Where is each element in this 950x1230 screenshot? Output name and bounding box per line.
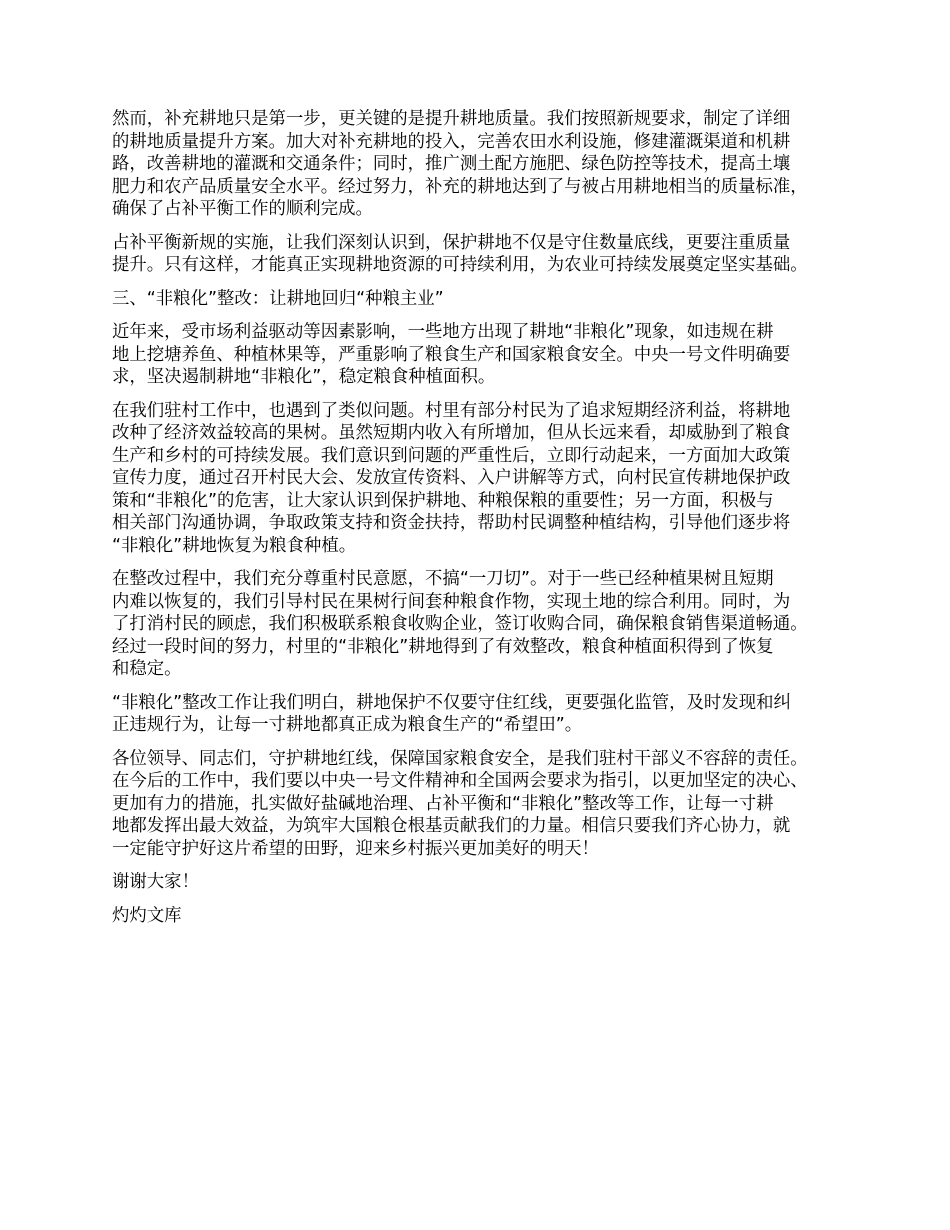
text-line: 改种了经济效益较高的果树。虽然短期内收入有所增加，但从长远来看，却威胁到了粮食 [112, 423, 791, 443]
paragraph-village-problem [112, 400, 862, 558]
text-line: 策和“非粮化”的危害，让大家认识到保护耕地、种粮保粮的重要性；另一方面，积极与 [112, 490, 774, 511]
text-line: 占补平衡新规的实施，让我们深刻认识到，保护耕地不仅是守住数量底线，更要注重质量 [112, 232, 791, 253]
text-line: “非粮化”整改工作让我们明白，耕地保护不仅要守住红线，更要强化监管，及时发现和纠 [112, 692, 791, 713]
text-line: 经过一段时间的努力，村里的“非粮化”耕地得到了有效整改，粮食种植面积得到了恢复 [112, 636, 774, 657]
text-line: 在今后的工作中，我们要以中央一号文件精神和全国两会要求为指引，以更加坚定的决心、 [112, 771, 808, 791]
text-line: 相关部门沟通协调，争取政策支持和资金扶持，帮助村民调整种植结构，引导他们逐步将 [112, 513, 791, 533]
text-line: 一定能守护好这片希望的田野，迎来乡村振兴更加美好的明天！ [112, 838, 599, 859]
paragraph-lesson-learned [112, 692, 862, 737]
text-line: 求，坚决遏制耕地“非粮化”，稳定粮食种植面积。 [112, 367, 496, 387]
text-line: 的耕地质量提升方案。加大对补充耕地的投入，完善农田水利设施，修建灌溉渠道和机耕 [112, 131, 791, 152]
text-line: 然而，补充耕地只是第一步，更关键的是提升耕地质量。我们按照新规要求，制定了详细 [112, 109, 791, 129]
paragraph-rectification-process [112, 568, 862, 681]
text-line: 和稳定。 [112, 659, 182, 679]
document-body [112, 108, 862, 938]
text-line: 路，改善耕地的灌溉和交通条件；同时，推广测土配方施肥、绿色防控等技术，提高土壤 [112, 154, 791, 174]
text-line: 提升。只有这样，才能真正实现耕地资源的可持续利用，为农业可持续发展奠定坚实基础。 [112, 255, 808, 275]
text-line: 地都发挥出最大效益，为筑牢大国粮仓根基贡献我们的力量。相信只要我们齐心协力，就 [112, 816, 791, 836]
text-line: 更加有力的措施，扎实做好盐碱地治理、占补平衡和“非粮化”整改等工作，让每一寸耕 [112, 793, 774, 814]
section-heading: 三、“非粮化”整改：让耕地回归“种粮主业” [112, 288, 444, 309]
text-line: 宣传力度，通过召开村民大会、发放宣传资料、入户讲解等方式，向村民宣传耕地保护政 [112, 468, 791, 488]
text-line: 各位领导、同志们，守护耕地红线，保障国家粮食安全，是我们驻村干部义不容辞的责任。 [112, 748, 808, 769]
paragraph-non-grain-background [112, 321, 862, 389]
text-line: 地上挖塘养鱼、种植林果等，严重影响了粮食生产和国家粮食安全。中央一号文件明确要 [112, 344, 791, 365]
text-line: 近年来，受市场利益驱动等因素影响，一些地方出现了耕地“非粮化”现象，如违规在耕 [112, 322, 774, 342]
text-line: “非粮化”耕地恢复为粮食种植。 [112, 535, 357, 556]
thanks-line: 谢谢大家！ [112, 872, 199, 892]
paragraph-source [112, 905, 862, 928]
paragraph-balance-summary [112, 232, 862, 277]
text-line: 了打消村民的顾虑，我们积极联系粮食收购企业，签订收购合同，确保粮食销售渠道畅通。 [112, 614, 808, 634]
text-line: 在整改过程中，我们充分尊重村民意愿，不搞“一刀切”。对于一些已经种植果树且短期 [112, 569, 774, 589]
text-line: 生产和乡村的可持续发展。我们意识到问题的严重性后，立即行动起来，一方面加大政策 [112, 445, 791, 466]
text-line: 在我们驻村工作中，也遇到了类似问题。村里有部分村民为了追求短期经济利益，将耕地 [112, 400, 791, 421]
source-label: 灼灼文库 [112, 905, 182, 926]
section-heading-non-grain [112, 288, 862, 311]
paragraph-thanks [112, 871, 862, 894]
text-line: 肥力和农产品质量安全水平。经过努力，补充的耕地达到了与被占用耕地相当的质量标准， [112, 176, 808, 197]
text-line: 正违规行为，让每一寸耕地都真正成为粮食生产的“希望田”。 [112, 715, 583, 735]
paragraph-closing-statement [112, 748, 862, 861]
text-line: 确保了占补平衡工作的顺利完成。 [112, 199, 373, 219]
text-line: 内难以恢复的，我们引导村民在果树行间套种粮食作物，实现土地的综合利用。同时，为 [112, 591, 791, 612]
paragraph-quality-improvement [112, 108, 862, 221]
